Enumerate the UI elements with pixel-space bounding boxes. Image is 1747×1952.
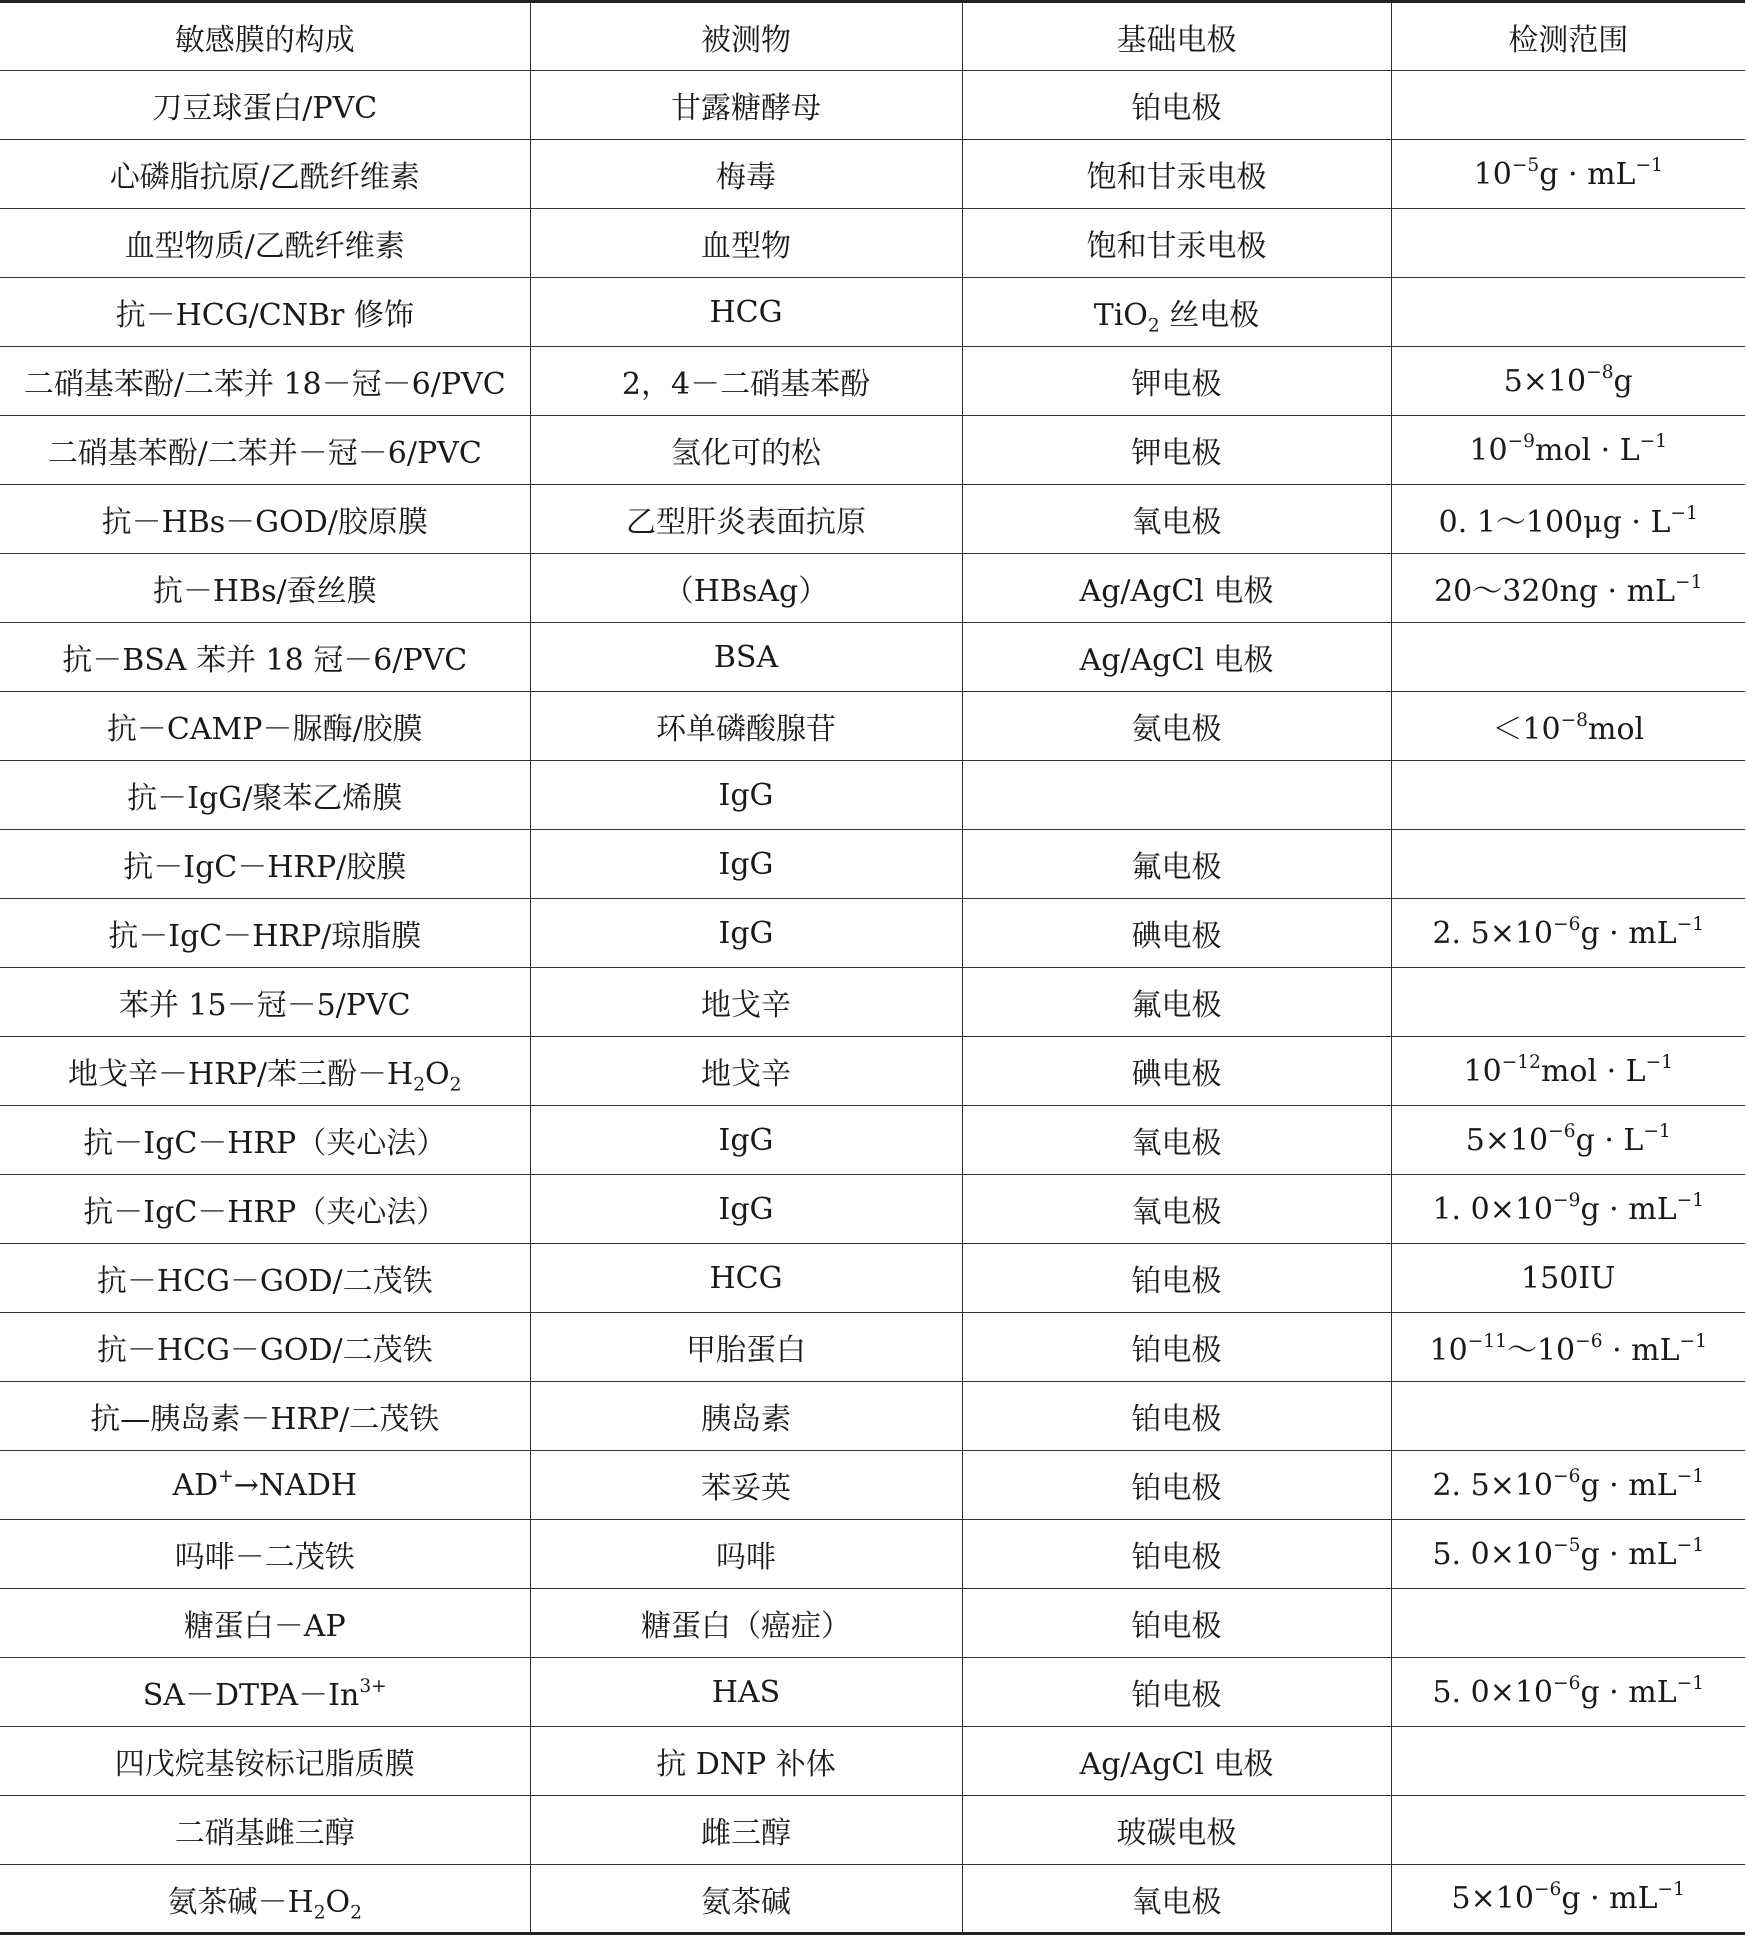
cell-membrane-composition: 抗—胰岛素－HRP/二茂铁 xyxy=(0,1382,530,1451)
cell-analyte: IgG xyxy=(530,1175,962,1244)
cell-analyte: BSA xyxy=(530,623,962,692)
cell-membrane-composition: 刀豆球蛋白/PVC xyxy=(0,71,530,140)
cell-membrane-composition: 地戈辛－HRP/苯三酚$-H_2O_2$ xyxy=(0,1037,530,1106)
header-detection-range: 检测范围 xyxy=(1391,2,1745,71)
cell-detection-range: 5. $0\times 10^{-6}g \cdot mL^{-1}$ xyxy=(1391,1658,1745,1727)
cell-membrane-composition: 二硝基苯酚/二苯并 18－冠－6/PVC xyxy=(0,347,530,416)
cell-membrane-composition: 抗－HCG/CNBr 修饰 xyxy=(0,278,530,347)
cell-detection-range xyxy=(1391,623,1745,692)
table-row xyxy=(0,1175,1745,1244)
cell-base-electrode: 铂电极 xyxy=(962,1244,1391,1313)
table-row xyxy=(0,623,1745,692)
cell-membrane-composition: 氨茶碱$-H_2O_2$ xyxy=(0,1865,530,1934)
cell-analyte: 氨茶碱 xyxy=(530,1865,962,1934)
cell-base-electrode: 碘电极 xyxy=(962,1037,1391,1106)
table-row xyxy=(0,761,1745,830)
cell-membrane-composition: 抗－IgC－HRP/胶膜 xyxy=(0,830,530,899)
cell-base-electrode: 钾电极 xyxy=(962,416,1391,485)
cell-analyte: 甲胎蛋白 xyxy=(530,1313,962,1382)
cell-detection-range: 150IU xyxy=(1391,1244,1745,1313)
cell-analyte: 环单磷酸腺苷 xyxy=(530,692,962,761)
cell-membrane-composition: 抗－CAMP－脲酶/胶膜 xyxy=(0,692,530,761)
cell-analyte: 胰岛素 xyxy=(530,1382,962,1451)
table-row xyxy=(0,1520,1745,1589)
cell-membrane-composition: 抗－HCG－GOD/二茂铁 xyxy=(0,1244,530,1313)
table-header xyxy=(0,2,1745,71)
table-row xyxy=(0,209,1745,278)
cell-membrane-composition: 二硝基雌三醇 xyxy=(0,1796,530,1865)
cell-base-electrode: 铂电极 xyxy=(962,1313,1391,1382)
cell-detection-range xyxy=(1391,830,1745,899)
cell-membrane-composition: 抗－IgG/聚苯乙烯膜 xyxy=(0,761,530,830)
cell-detection-range xyxy=(1391,1589,1745,1658)
table-row xyxy=(0,1865,1745,1934)
cell-base-electrode: 氧电极 xyxy=(962,1175,1391,1244)
cell-detection-range: 20～320ng · $mL^{-1}$ xyxy=(1391,554,1745,623)
cell-detection-range: $5\times 10^{-6}g \cdot L^{-1}$ xyxy=(1391,1106,1745,1175)
cell-detection-range: $5\times 10^{-6}g \cdot mL^{-1}$ xyxy=(1391,1865,1745,1934)
cell-base-electrode: Ag/AgCl 电极 xyxy=(962,554,1391,623)
cell-membrane-composition: 抗－HCG－GOD/二茂铁 xyxy=(0,1313,530,1382)
cell-membrane-composition: 抗－IgC－HRP（夹心法） xyxy=(0,1106,530,1175)
cell-base-electrode xyxy=(962,761,1391,830)
table-row xyxy=(0,1106,1745,1175)
cell-base-electrode: 碘电极 xyxy=(962,899,1391,968)
cell-analyte: IgG xyxy=(530,899,962,968)
header-membrane-composition: 敏感膜的构成 xyxy=(0,2,530,71)
cell-base-electrode: 铂电极 xyxy=(962,1451,1391,1520)
cell-base-electrode: 氟电极 xyxy=(962,968,1391,1037)
cell-membrane-composition: 苯并 15－冠－5/PVC xyxy=(0,968,530,1037)
cell-detection-range: $5\times 10^{-8}g$ xyxy=(1391,347,1745,416)
table-row xyxy=(0,1727,1745,1796)
table-row xyxy=(0,1589,1745,1658)
cell-analyte: 甘露糖酵母 xyxy=(530,71,962,140)
cell-membrane-composition: 抗－IgC－HRP（夹心法） xyxy=(0,1175,530,1244)
cell-membrane-composition: 吗啡－二茂铁 xyxy=(0,1520,530,1589)
cell-detection-range xyxy=(1391,1796,1745,1865)
table-row xyxy=(0,485,1745,554)
table-row xyxy=(0,1244,1745,1313)
cell-membrane-composition: 血型物质/乙酰纤维素 xyxy=(0,209,530,278)
cell-analyte: HCG xyxy=(530,1244,962,1313)
cell-analyte: 吗啡 xyxy=(530,1520,962,1589)
table-row xyxy=(0,830,1745,899)
cell-base-electrode: 饱和甘汞电极 xyxy=(962,140,1391,209)
cell-analyte: 2，4－二硝基苯酚 xyxy=(530,347,962,416)
cell-base-electrode: 铂电极 xyxy=(962,1658,1391,1727)
cell-membrane-composition: 四戊烷基铵标记脂质膜 xyxy=(0,1727,530,1796)
cell-analyte: 氢化可的松 xyxy=(530,416,962,485)
cell-base-electrode: Ag/AgCl 电极 xyxy=(962,1727,1391,1796)
cell-detection-range: $10^{-12}mol \cdot L^{-1}$ xyxy=(1391,1037,1745,1106)
cell-membrane-composition: 抗－BSA 苯并 18 冠－6/PVC xyxy=(0,623,530,692)
table-row xyxy=(0,1037,1745,1106)
cell-analyte: HCG xyxy=(530,278,962,347)
cell-detection-range: $10^{-9}mol \cdot L^{-1}$ xyxy=(1391,416,1745,485)
cell-detection-range xyxy=(1391,968,1745,1037)
cell-base-electrode: TiO$_2$ 丝电极 xyxy=(962,278,1391,347)
table-row xyxy=(0,1451,1745,1520)
cell-membrane-composition: $SA-DTPA-In^{3+}$ xyxy=(0,1658,530,1727)
table-row xyxy=(0,416,1745,485)
table-row xyxy=(0,71,1745,140)
cell-analyte: 抗 DNP 补体 xyxy=(530,1727,962,1796)
cell-base-electrode: 氧电极 xyxy=(962,1865,1391,1934)
cell-analyte: HAS xyxy=(530,1658,962,1727)
cell-analyte: 梅毒 xyxy=(530,140,962,209)
header-row xyxy=(0,2,1745,71)
cell-analyte: 血型物 xyxy=(530,209,962,278)
cell-detection-range xyxy=(1391,1382,1745,1451)
cell-base-electrode: 铂电极 xyxy=(962,71,1391,140)
cell-analyte: IgG xyxy=(530,830,962,899)
cell-base-electrode: 氧电极 xyxy=(962,485,1391,554)
table-row xyxy=(0,692,1745,761)
cell-analyte: 地戈辛 xyxy=(530,1037,962,1106)
cell-membrane-composition: 抗－HBs/蚕丝膜 xyxy=(0,554,530,623)
cell-detection-range xyxy=(1391,71,1745,140)
cell-analyte: 地戈辛 xyxy=(530,968,962,1037)
cell-membrane-composition: AD+→NADH xyxy=(0,1451,530,1520)
cell-detection-range: 1. $0\times 10^{-9}g \cdot mL^{-1}$ xyxy=(1391,1175,1745,1244)
cell-base-electrode: 氟电极 xyxy=(962,830,1391,899)
table-row xyxy=(0,968,1745,1037)
cell-detection-range xyxy=(1391,278,1745,347)
table-row xyxy=(0,278,1745,347)
table-row xyxy=(0,347,1745,416)
cell-detection-range xyxy=(1391,1727,1745,1796)
table-row xyxy=(0,1658,1745,1727)
cell-detection-range xyxy=(1391,209,1745,278)
cell-base-electrode: 铂电极 xyxy=(962,1520,1391,1589)
cell-base-electrode: 钾电极 xyxy=(962,347,1391,416)
cell-analyte: 乙型肝炎表面抗原 xyxy=(530,485,962,554)
table-row xyxy=(0,140,1745,209)
cell-membrane-composition: 抗－HBs－GOD/胶原膜 xyxy=(0,485,530,554)
cell-base-electrode: 氧电极 xyxy=(962,1106,1391,1175)
cell-analyte: 糖蛋白（癌症） xyxy=(530,1589,962,1658)
cell-analyte: IgG xyxy=(530,1106,962,1175)
cell-base-electrode: 铂电极 xyxy=(962,1382,1391,1451)
cell-membrane-composition: 糖蛋白－AP xyxy=(0,1589,530,1658)
cell-detection-range xyxy=(1391,761,1745,830)
cell-detection-range: 2. $5\times 10^{-6}g \cdot mL^{-1}$ xyxy=(1391,1451,1745,1520)
cell-membrane-composition: 心磷脂抗原/乙酰纤维素 xyxy=(0,140,530,209)
cell-detection-range: 0. 1～100μg · $L^{-1}$ xyxy=(1391,485,1745,554)
cell-analyte: 雌三醇 xyxy=(530,1796,962,1865)
cell-base-electrode: 饱和甘汞电极 xyxy=(962,209,1391,278)
header-analyte: 被测物 xyxy=(530,2,962,71)
table-row xyxy=(0,554,1745,623)
cell-detection-range: 2. $5\times 10^{-6}g \cdot mL^{-1}$ xyxy=(1391,899,1745,968)
table-row xyxy=(0,1382,1745,1451)
cell-base-electrode: 玻碳电极 xyxy=(962,1796,1391,1865)
table-row xyxy=(0,899,1745,968)
cell-membrane-composition: 抗－IgC－HRP/琼脂膜 xyxy=(0,899,530,968)
table-row xyxy=(0,1313,1745,1382)
table-row xyxy=(0,1796,1745,1865)
cell-detection-range: 5. $0\times 10^{-5}g \cdot mL^{-1}$ xyxy=(1391,1520,1745,1589)
cell-base-electrode: 铂电极 xyxy=(962,1589,1391,1658)
cell-detection-range: $<10^{-8}mol$ xyxy=(1391,692,1745,761)
cell-analyte: IgG xyxy=(530,761,962,830)
cell-analyte: （HBsAg） xyxy=(530,554,962,623)
header-base-electrode: 基础电极 xyxy=(962,2,1391,71)
cell-analyte: 苯妥英 xyxy=(530,1451,962,1520)
cell-base-electrode: Ag/AgCl 电极 xyxy=(962,623,1391,692)
cell-detection-range: $10^{-5}g \cdot mL^{-1}$ xyxy=(1391,140,1745,209)
table-body xyxy=(0,71,1745,1934)
cell-base-electrode: 氨电极 xyxy=(962,692,1391,761)
cell-membrane-composition: 二硝基苯酚/二苯并－冠－6/PVC xyxy=(0,416,530,485)
cell-detection-range: $10^{-11}\sim 10^{-6} \cdot mL^{-1}$ xyxy=(1391,1313,1745,1382)
